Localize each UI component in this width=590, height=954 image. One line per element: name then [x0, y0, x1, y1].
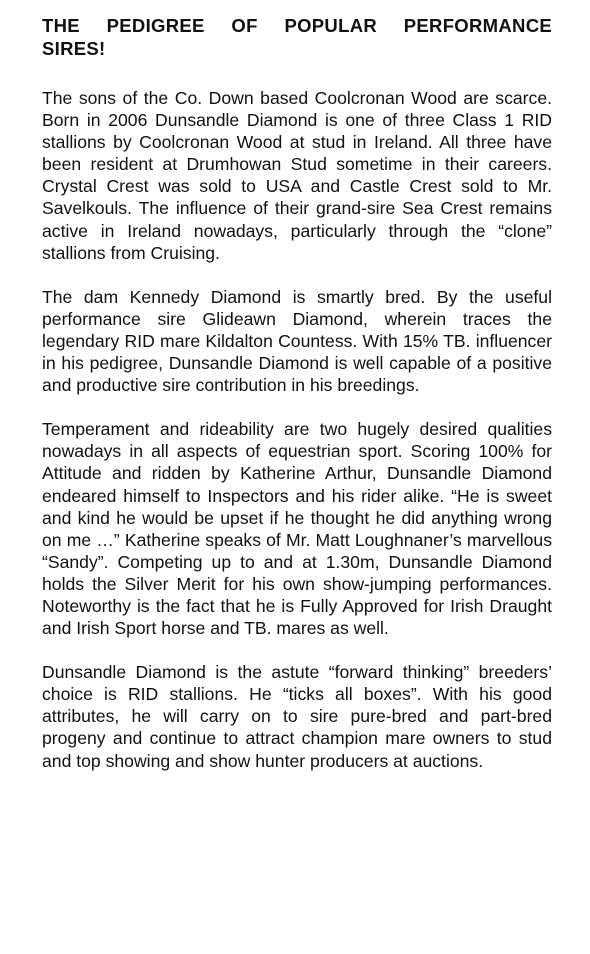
article [42, 14, 552, 794]
paragraph-kennedy-diamond: The dam Kennedy Diamond is smartly bred. By the useful performance sire Glideawn Diamond, wherein traces the legendary RID mare Kildalton Countess. With 15% TB. influencer in his pedigree, Dunsandle Diamond is well capable of a positive and productive sire contribution in his breedings. [42, 286, 552, 396]
article-title: THE PEDIGREE OF POPULAR PERFORMANCE SIRES! [42, 15, 552, 59]
paragraph-coolcronan-wood: The sons of the Co. Down based Coolcronan Wood are scarce. Born in 2006 Dunsandle Diamond is one of three Class 1 RID stallions by Coolcronan Wood at stud in Ireland. All three have been resident at Drumhowan Stud sometime in their careers. Crystal Crest was sold to USA and Castle Crest sold to Mr. Savelkouls. The influence of their grand-sire Sea Crest remains active in Ireland nowadays, particularly through the “clone” stallions from Cruising. [42, 88, 552, 263]
paragraph-breeders-choice: Dunsandle Diamond is the astute “forward thinking” breeders’ choice is RID stallions. He “ticks all boxes”. With his good attributes, he will carry on to sire pure-bred and part-bred progeny and continue to attract champion mare owners to stud and top showing and show hunter producers at auctions. [42, 662, 552, 771]
paragraph-temperament: Temperament and rideability are two hugely desired qualities nowadays in all aspects of equestrian sport. Scoring 100% for Attitude and ridden by Katherine Arthur, Dunsandle Diamond endeared himself to Inspectors and his rider alike. “He is sweet and kind he would be upset if he thought he did anything wrong on me …” Katherine speaks of Mr. Matt Loughnaner’s marvellous “Sandy”. Competing up to and at 1.30m, Dunsandle Diamond holds the Silver Merit for his own show-jumping performances. Noteworthy is the fact that he is Fully Approved for Irish Draught and Irish Sport horse and TB. mares as well. [42, 419, 552, 639]
